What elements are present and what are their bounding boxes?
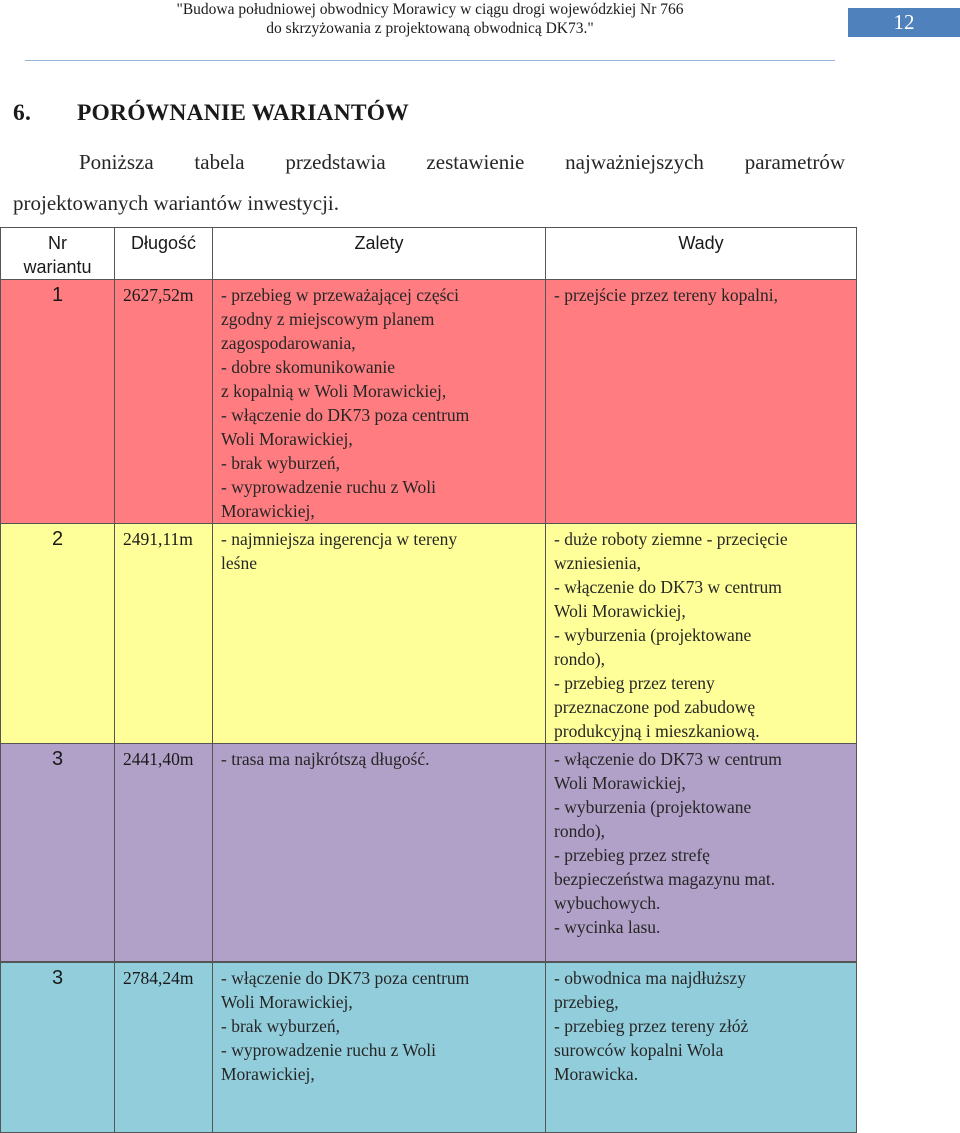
header-cons-cell: Wady (546, 228, 857, 280)
variant-cons-cell (546, 280, 857, 524)
variant-length-cell: 2784,24m (115, 963, 213, 1133)
table-row (1, 744, 857, 962)
list-item: - brak wyburzeń, (221, 1016, 341, 1036)
list-item: - najmniejsza ingerencja w tereny (221, 529, 458, 549)
table-row (1, 524, 857, 744)
header-nr-cell (1, 228, 115, 280)
section-title: PORÓWNANIE WARIANTÓW (77, 100, 409, 126)
intro-line-1: Poniższa tabela przedstawia zestawienie najważniejszych parametrów (79, 150, 845, 174)
list-item: Woli Morawickiej, (554, 601, 686, 621)
variant-cons-cell (546, 963, 857, 1133)
variant-number-cell: 1 (1, 280, 115, 524)
variant-length-cell: 2627,52m (115, 280, 213, 524)
list-item: - wyprowadzenie ruchu z Woli (221, 1040, 436, 1060)
list-item: - trasa ma najkrótszą długość. (221, 749, 430, 769)
list-item: Morawickiej, (221, 1064, 315, 1084)
list-item: bezpieczeństwa magazynu mat. (554, 869, 776, 889)
header-divider (25, 60, 835, 61)
variant-length-cell: 2491,11m (115, 524, 213, 744)
table-row (1, 280, 857, 524)
list-item: - włączenie do DK73 w centrum (554, 749, 782, 769)
list-item: wybuchowych. (554, 893, 661, 913)
list-item: - brak wyburzeń, (221, 453, 341, 473)
list-item: surowców kopalni Wola (554, 1040, 724, 1060)
variant-cons-cell (546, 744, 857, 962)
variant-pros-cell (213, 524, 546, 744)
list-item: - włączenie do DK73 poza centrum (221, 405, 470, 425)
list-item: rondo), (554, 821, 606, 841)
list-item: - przejście przez tereny kopalni, (554, 285, 778, 305)
list-item: Woli Morawickiej, (221, 429, 353, 449)
list-item: - przebieg przez tereny (554, 673, 715, 693)
variants-comparison-table (0, 227, 857, 1133)
list-item: Woli Morawickiej, (554, 773, 686, 793)
list-item: - przebieg w przeważającej części (221, 285, 460, 305)
table-header-row (1, 228, 857, 280)
variant-length-cell: 2441,40m (115, 744, 213, 962)
header-line-1: "Budowa południowej obwodnicy Morawicy w ciągu drogi wojewódzkiej Nr 766 (176, 1, 684, 18)
list-item: - wycinka lasu. (554, 917, 661, 937)
list-item: rondo), (554, 649, 606, 669)
list-item: leśne (221, 553, 257, 573)
page-number-badge: 12 (848, 8, 960, 37)
list-item: - włączenie do DK73 w centrum (554, 577, 782, 597)
intro-line-2: projektowanych wariantów inwestycji. (13, 191, 339, 215)
list-item: - dobre skomunikowanie (221, 357, 395, 377)
variant-cons-cell (546, 524, 857, 744)
header-length-cell: Długość (115, 228, 213, 280)
intro-paragraph (13, 142, 845, 224)
section-number: 6. (13, 100, 32, 126)
list-item: zagospodarowania, (221, 333, 356, 353)
section-heading (13, 100, 409, 127)
list-item: - duże roboty ziemne - przecięcie (554, 529, 788, 549)
document-header (0, 0, 860, 38)
variant-number-cell: 3 (1, 744, 115, 962)
variant-number-cell: 3 (1, 963, 115, 1133)
list-item: - przebieg przez strefę (554, 845, 710, 865)
list-item: produkcyjną i mieszkaniową. (554, 721, 760, 741)
variant-pros-cell (213, 963, 546, 1133)
header-nr-line1: Nr (48, 233, 67, 253)
list-item: - wyprowadzenie ruchu z Woli (221, 477, 436, 497)
list-item: wzniesienia, (554, 553, 641, 573)
variant-number-cell: 2 (1, 524, 115, 744)
header-nr-line2: wariantu (23, 257, 92, 277)
table-row (1, 963, 857, 1133)
list-item: - przebieg przez tereny złóż (554, 1016, 749, 1036)
variant-pros-cell (213, 744, 546, 962)
list-item: Woli Morawickiej, (221, 992, 353, 1012)
list-item: przeznaczone pod zabudowę (554, 697, 756, 717)
header-pros-cell: Zalety (213, 228, 546, 280)
list-item: Morawicka. (554, 1064, 639, 1084)
list-item: przebieg, (554, 992, 619, 1012)
header-line-2: do skrzyżowania z projektowaną obwodnicą DK73." (266, 20, 594, 37)
variant-pros-cell (213, 280, 546, 524)
list-item: Morawickiej, (221, 501, 315, 521)
list-item: - włączenie do DK73 poza centrum (221, 968, 470, 988)
list-item: - wyburzenia (projektowane (554, 797, 752, 817)
list-item: z kopalnią w Woli Morawickiej, (221, 381, 447, 401)
list-item: - wyburzenia (projektowane (554, 625, 752, 645)
list-item: zgodny z miejscowym planem (221, 309, 435, 329)
list-item: - obwodnica ma najdłuższy (554, 968, 746, 988)
